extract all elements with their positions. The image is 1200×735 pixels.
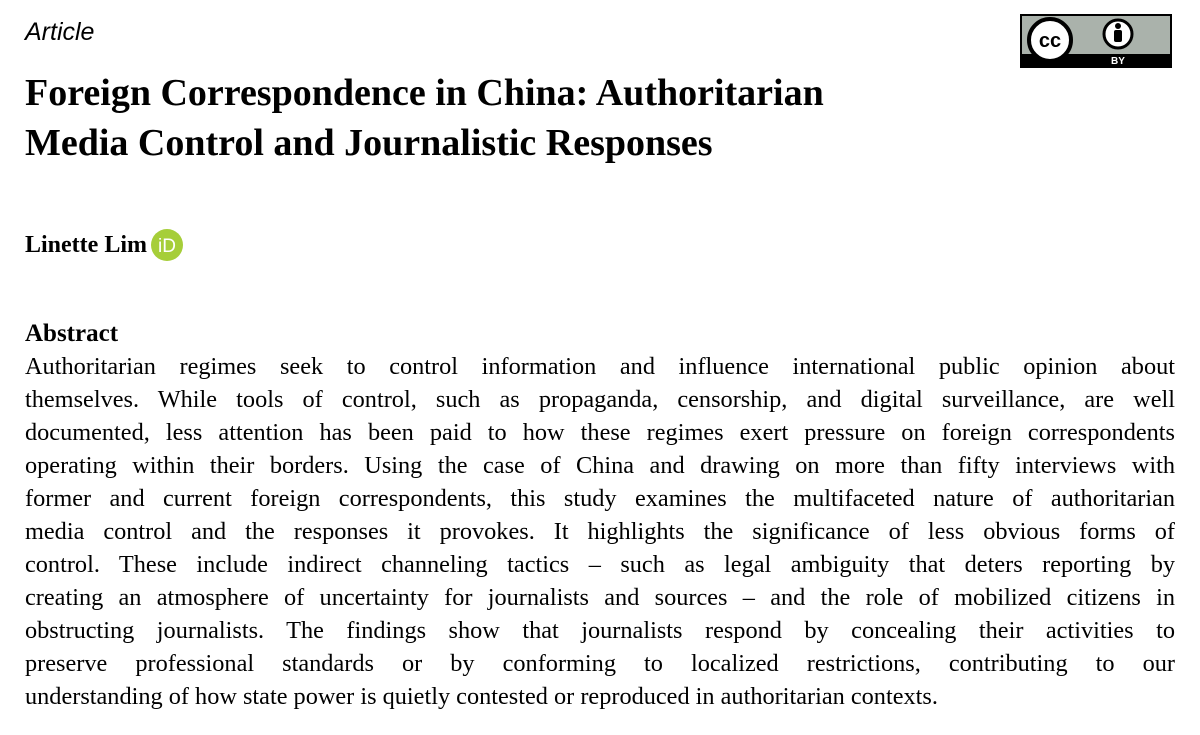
title-line-2: Media Control and Journalistic Responses	[25, 122, 713, 164]
abstract-line: documented, less attention has been paid to how these regimes exert pressure on foreign correspondents	[25, 419, 1175, 446]
abstract-line: control. These include indirect channeling tactics – such as legal ambiguity that deters reporting by	[25, 551, 1175, 578]
abstract-line: creating an atmosphere of uncertainty for journalists and sources – and the role of mobilized citizens in	[25, 584, 1175, 611]
abstract-line: understanding of how state power is quietly contested or reproduced in authoritarian contexts.	[25, 683, 938, 710]
abstract-line: Authoritarian regimes seek to control information and influence international public opinion about	[25, 353, 1175, 380]
cc-text: cc	[1038, 30, 1062, 52]
abstract-body	[25, 350, 1175, 713]
cc-by-license-icon[interactable]	[1020, 14, 1172, 68]
abstract-line: former and current foreign correspondents, this study examines the multifaceted nature of authoritarian	[25, 485, 1175, 512]
orcid-text: iD	[158, 236, 176, 257]
paper-title	[25, 68, 1025, 168]
abstract-line: preserve professional standards or by conforming to localized restrictions, contributing to our	[25, 650, 1175, 677]
by-text: BY	[1111, 56, 1125, 67]
abstract-line: themselves. While tools of control, such as propaganda, censorship, and digital surveillance, are well	[25, 386, 1175, 413]
title-line-1: Foreign Correspondence in China: Authoritarian	[25, 72, 824, 114]
abstract-line: media control and the responses it provokes. It highlights the significance of less obvious forms of	[25, 518, 1175, 545]
abstract-line: obstructing journalists. The findings show that journalists respond by concealing their activities to	[25, 617, 1175, 644]
abstract-heading: Abstract	[25, 320, 119, 347]
author-name[interactable]: Linette Lim	[25, 232, 147, 258]
author-row	[25, 228, 183, 262]
abstract-line: operating within their borders. Using the case of China and drawing on more than fifty interviews with	[25, 452, 1175, 479]
article-type-label: Article	[25, 18, 95, 46]
orcid-icon[interactable]	[151, 229, 183, 261]
